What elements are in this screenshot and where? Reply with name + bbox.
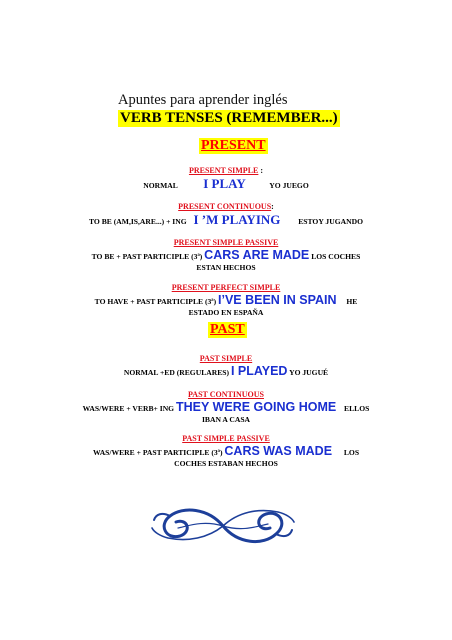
tense-name: PAST CONTINUOUS [188, 390, 264, 399]
translation-continued: ESTAN HECHOS [196, 263, 256, 272]
formula: NORMAL [143, 181, 178, 190]
past-simple-passive-block [20, 428, 432, 469]
translation-continued: COCHES ESTABAN HECHOS [174, 459, 278, 468]
tense-name: PRESENT CONTINUOUS [178, 202, 272, 211]
present-simple-passive-block [20, 232, 432, 273]
formula: TO BE + PAST PARTICIPLE (3ª) [91, 252, 203, 261]
translation: HE [346, 297, 358, 306]
tense-name: PRESENT SIMPLE [188, 166, 259, 175]
formula: WAS/WERE + PAST PARTICIPLE (3ª) [92, 448, 223, 457]
translation-continued: ESTADO EN ESPAÑA [188, 308, 264, 317]
example: CARS WAS MADE [224, 444, 333, 458]
translation-continued: IBAN A CASA [201, 415, 251, 424]
tense-name: PAST SIMPLE PASSIVE [182, 434, 270, 443]
formula: TO HAVE + PAST PARTICIPLE (3ª) [94, 297, 217, 306]
present-simple-block: PRESENT SIMPLE : NORMAL I PLAY YO JUEGO [143, 166, 309, 191]
example: I PLAY [203, 176, 246, 191]
translation: LOS [343, 448, 360, 457]
formula: TO BE (AM,IS,ARE...) + ING [89, 217, 187, 226]
example: THEY WERE GOING HOME [176, 400, 337, 414]
section-past-label: PAST [210, 322, 245, 337]
document-title: VERB TENSES (REMEMBER...) [120, 110, 338, 126]
past-simple-block [20, 348, 432, 378]
present-perfect-simple-block [20, 277, 432, 318]
translation: ELLOS [344, 404, 370, 413]
tense-name: PRESENT SIMPLE PASSIVE [173, 238, 279, 247]
tense-name: PRESENT PERFECT SIMPLE [171, 283, 281, 292]
example: I ’M PLAYING [193, 212, 281, 227]
translation: YO JUEGO [269, 181, 309, 190]
example: CARS ARE MADE [204, 248, 310, 262]
formula: NORMAL +ED (REGULARES) [123, 368, 230, 377]
translation: LOS COCHES [311, 252, 361, 261]
section-present-label: PRESENT [201, 138, 266, 153]
formula: WAS/WERE + VERB+ ING [82, 404, 175, 413]
past-continuous-block [20, 384, 432, 425]
flourish-ornament-icon [148, 498, 298, 548]
document-subtitle: Apuntes para aprender inglés [118, 92, 288, 108]
example: I’VE BEEN IN SPAIN [218, 293, 337, 307]
tense-name: PAST SIMPLE [199, 354, 253, 363]
example: I PLAYED [230, 364, 288, 378]
translation: ESTOY JUGANDO [298, 217, 363, 226]
present-continuous-block: PRESENT CONTINUOUS: TO BE (AM,IS,ARE...) + ING I ’M PLAYING ESTOY JUGANDO [89, 202, 363, 227]
translation: YO JUGUÉ [289, 368, 329, 377]
